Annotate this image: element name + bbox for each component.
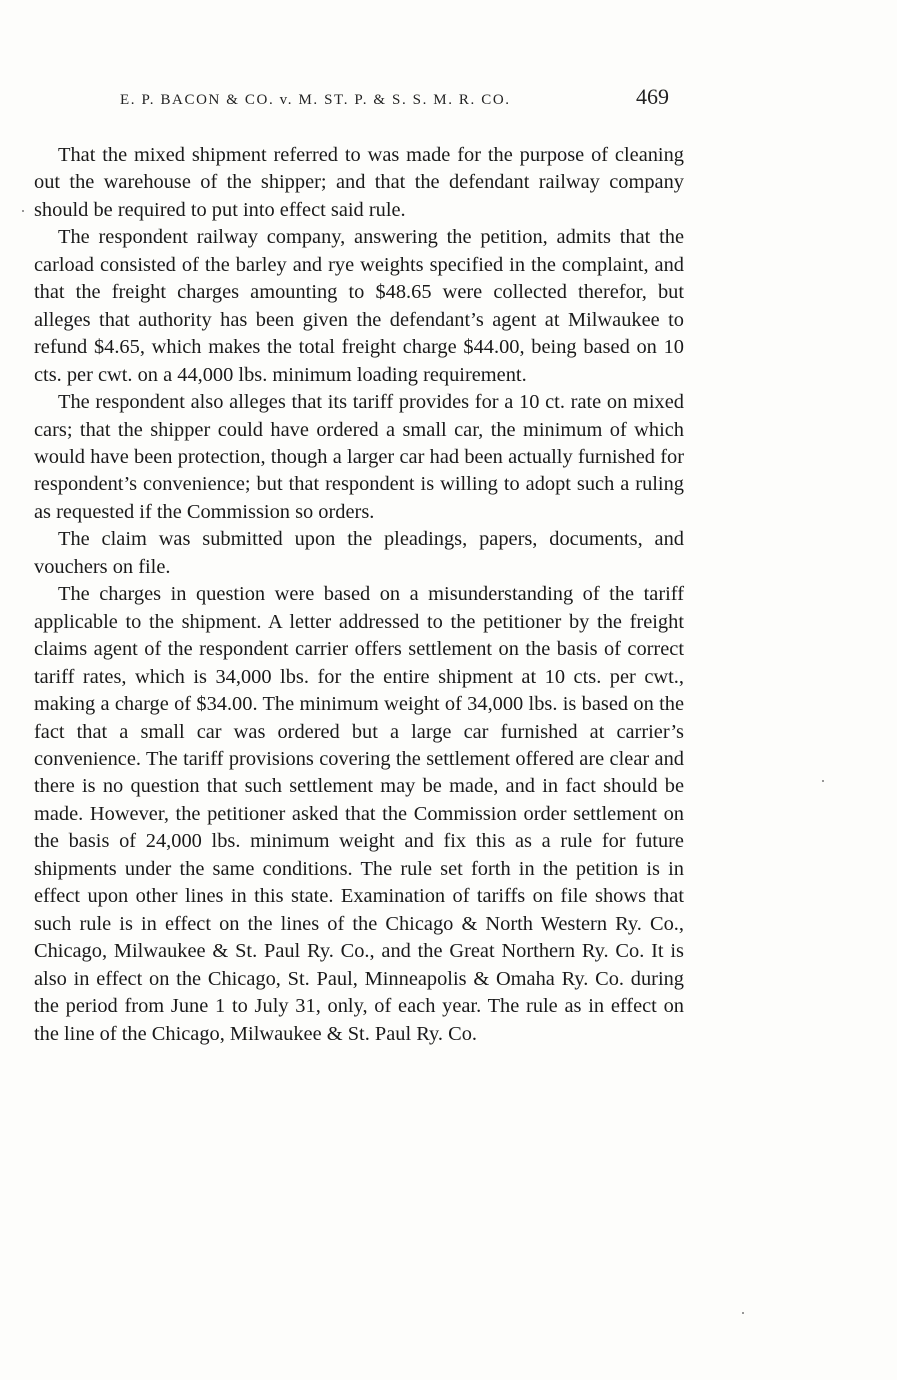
scan-speck — [822, 780, 824, 782]
running-head: E. P. BACON & CO. v. M. ST. P. & S. S. M. R. CO. — [120, 92, 511, 108]
scan-speck — [742, 1312, 744, 1314]
page-number: 469 — [636, 84, 669, 109]
paragraph-5: The charges in question were based on a misunderstanding of the tariff applicable to the shipment. A letter addressed to the petitioner by the freight claims agent of the respondent carrier offers settlement on the basis of correct tariff rates, which is 34,000 lbs. for the entire shipment at 10 cts. per cwt., making a charge of $34.00. The minimum weight of 34,000 lbs. is based on the fact that a small car was ordered but a large car furnished at carrier’s convenience. The tariff provisions covering the settlement offered are clear and there is no question that such settlement may be made, and in fact should be made. However, the petitioner asked that the Commission order settlement on the basis of 24,000 lbs. minimum weight and fix this as a rule for future shipments under the same conditions. The rule set forth in the petition is in effect upon other lines in this state. Examination of tariffs on file shows that such rule is in effect on the lines of the Chicago & North Western Ry. Co., Chicago, Milwaukee & St. Paul Ry. Co., and the Great Northern Ry. Co. It is also in effect on the Chicago, St. Paul, Minneapolis & Omaha Ry. Co. during the period from June 1 to July 31, only, of each year. The rule as in effect on the line of the Chicago, Milwaukee & St. Paul Ry. Co. — [34, 583, 684, 1045]
scan-speck — [22, 210, 24, 212]
paragraph-2: The respondent railway company, answering the petition, admits that the carload consisted of the barley and rye weights specified in the complaint, and that the freight charges amounting to $48.65 were collected therefor, but alleges that authority has been given the defendant’s agent at Milwaukee to refund $4.65, which makes the total freight charge $44.00, being based on 10 cts. per cwt. on a 44,000 lbs. minimum loading requirement. — [34, 226, 684, 386]
body-text — [34, 142, 684, 1048]
paragraph-4: The claim was submitted upon the pleadings, papers, documents, and vouchers on file. — [34, 528, 684, 578]
paragraph-1: That the mixed shipment referred to was made for the purpose of cleaning out the warehouse of the shipper; and that the defendant railway company should be required to put into effect said rule. — [34, 144, 684, 221]
paragraph-3: The respondent also alleges that its tariff provides for a 10 ct. rate on mixed cars; that the shipper could have ordered a small car, the minimum of which would have been protection, though a larger car had been actually furnished for respondent’s convenience; but that respondent is willing to adopt such a ruling as requested if the Commission so orders. — [34, 391, 684, 523]
